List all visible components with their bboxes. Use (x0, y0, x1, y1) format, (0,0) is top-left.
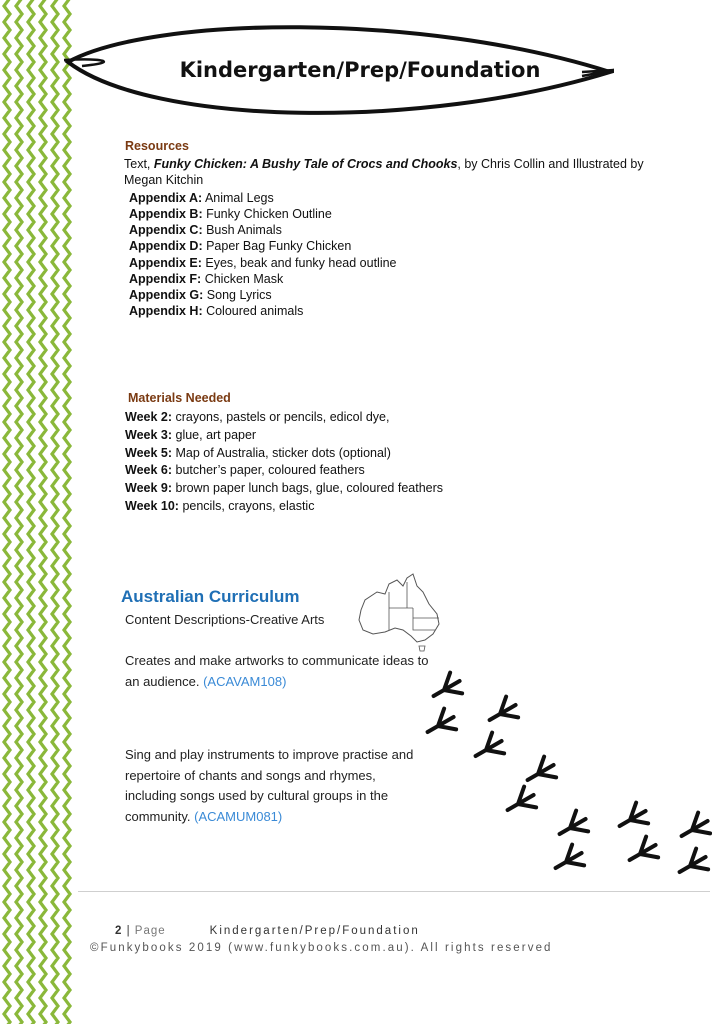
page-number: 2 (115, 925, 123, 937)
footer-title: Kindergarten/Prep/Foundation (209, 925, 420, 937)
curriculum-code-link[interactable]: (ACAVAM108) (203, 673, 287, 689)
footer-divider (78, 891, 710, 892)
australia-map-icon (355, 570, 445, 652)
bird-footprints-icon (412, 668, 712, 898)
appendix-item: Appendix A: Animal Legs (129, 191, 274, 205)
appendix-item: Appendix H: Coloured animals (129, 304, 304, 318)
page-title: Kindergarten/Prep/Foundation (179, 58, 541, 82)
curriculum-item-visual-arts: Creates and make artworks to communicate ideas to an audience. (ACAVAM108) (125, 653, 429, 689)
curriculum-title: Australian Curriculum (121, 587, 300, 606)
zigzag-border (0, 0, 76, 1024)
footer-copyright: ©Funkybooks 2019 (www.funkybooks.com.au). All rights reserved (90, 942, 553, 954)
resources-heading: Resources (125, 139, 189, 153)
curriculum-subtitle: Content Descriptions-Creative Arts (125, 612, 325, 627)
materials-heading: Materials Needed (128, 391, 231, 405)
appendix-item: Appendix C: Bush Animals (129, 223, 282, 237)
appendix-item: Appendix E: Eyes, beak and funky head outline (129, 256, 397, 270)
materials-item: Week 3: glue, art paper (125, 428, 257, 442)
materials-item: Week 5: Map of Australia, sticker dots (optional) (125, 446, 391, 460)
appendix-item: Appendix D: Paper Bag Funky Chicken (129, 239, 352, 253)
curriculum-code-link[interactable]: (ACAMUM081) (194, 808, 283, 824)
materials-item: Week 10: pencils, crayons, elastic (125, 499, 315, 513)
book-title: Funky Chicken: A Bushy Tale of Crocs and Chooks (153, 157, 458, 171)
appendix-item: Appendix B: Funky Chicken Outline (129, 207, 332, 221)
appendix-item: Appendix G: Song Lyrics (129, 288, 272, 302)
materials-item: Week 6: butcher’s paper, coloured feathers (125, 463, 365, 477)
resources-text: Text, Funky Chicken: A Bushy Tale of Crocs and Chooks, by Chris Collin and Illustrated by Megan Kitchin (124, 157, 644, 188)
materials-item: Week 2: crayons, pastels or pencils, edicol dye, (125, 410, 390, 424)
materials-item: Week 9: brown paper lunch bags, glue, coloured feathers (125, 481, 444, 495)
appendix-item: Appendix F: Chicken Mask (129, 272, 284, 286)
footer-page-line: 2 | Page Kindergarten/Prep/Foundation (115, 925, 420, 937)
curriculum-item-music: Sing and play instruments to improve practise and repertoire of chants and songs and rhymes, including songs used by cultural groups in the community. (ACAMUM081) (125, 747, 414, 824)
